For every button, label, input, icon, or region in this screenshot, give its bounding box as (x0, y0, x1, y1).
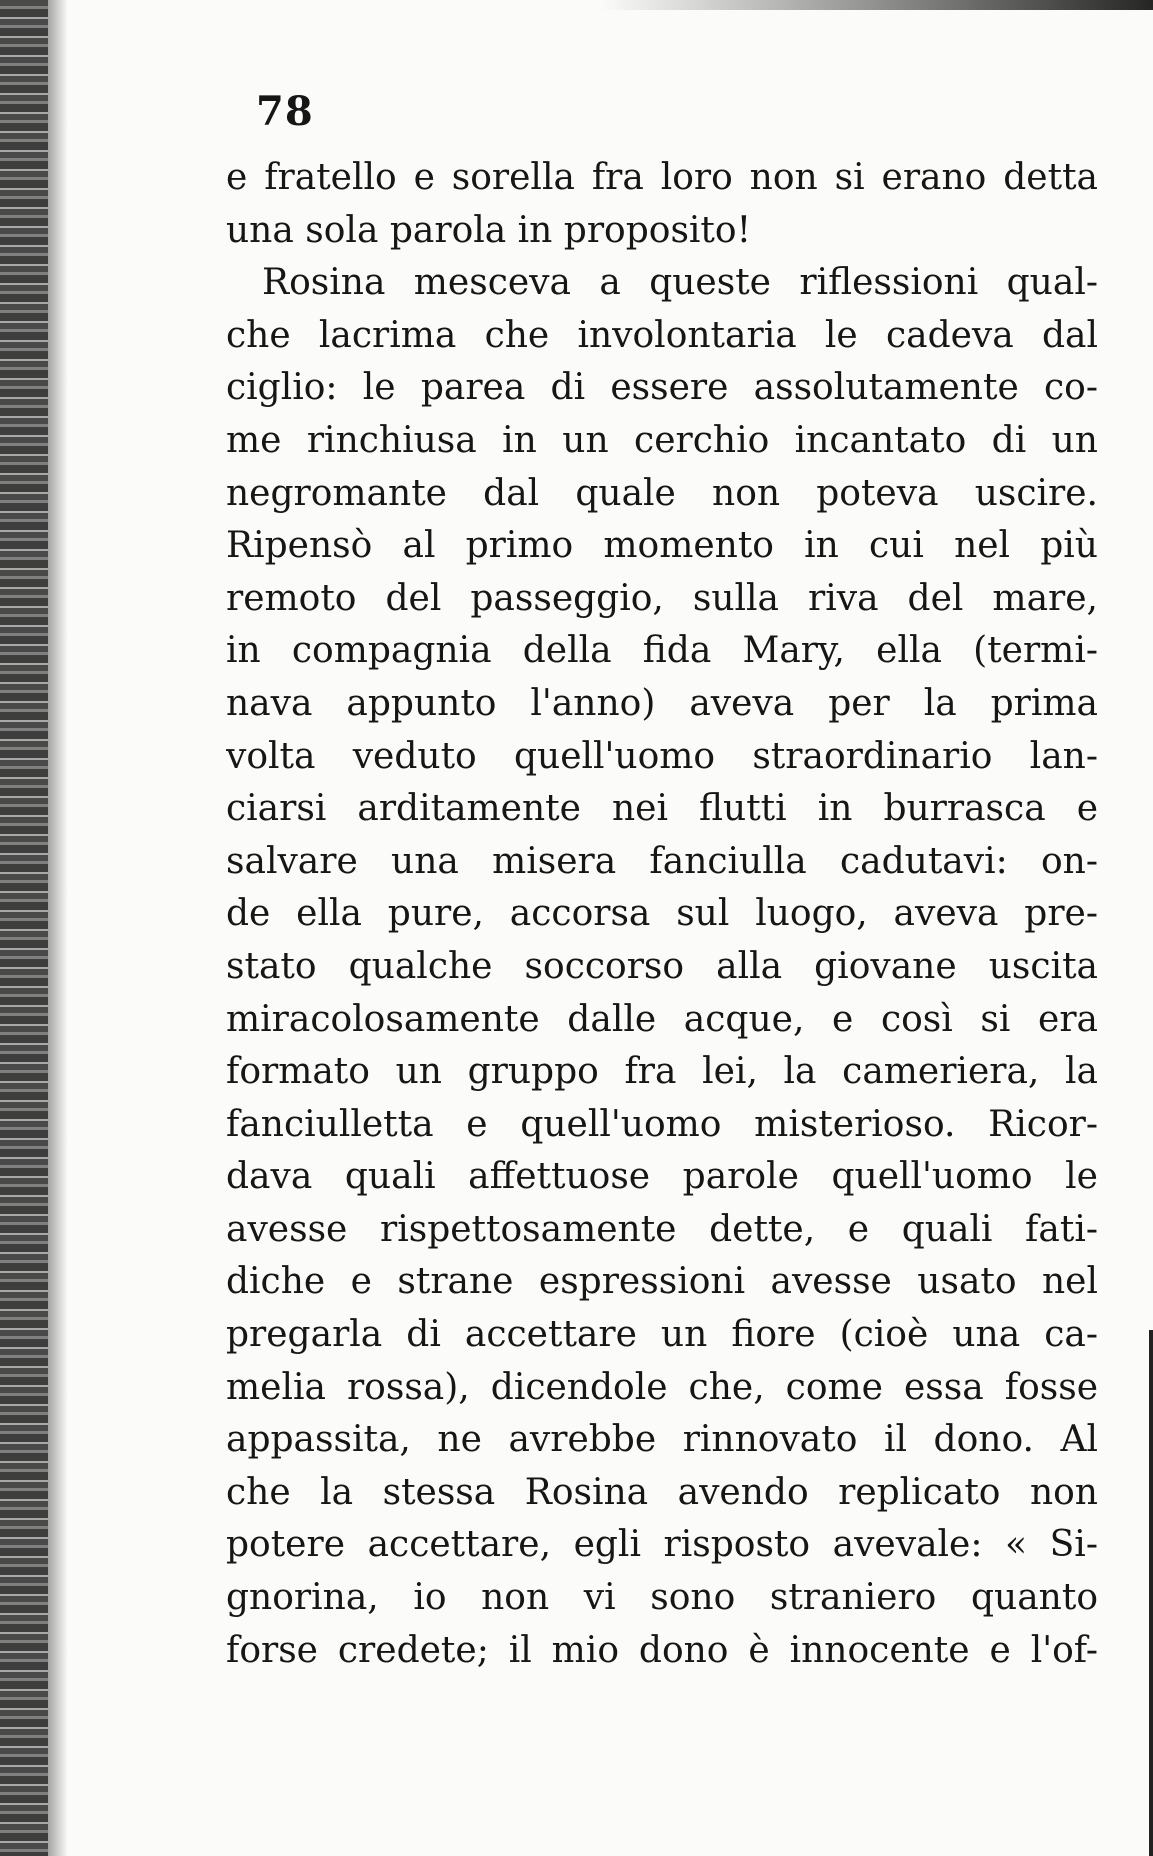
text-line: ciglio: le parea di essere assolutamente co- (226, 367, 1098, 409)
text-line: Ripensò al primo momento in cui nel più (226, 525, 1098, 567)
text-line: una sola parola in proposito! (226, 209, 752, 251)
text-line: in compagnia della fida Mary, ella (termi- (226, 630, 1098, 672)
text-line: fanciulletta e quell'uomo misterioso. Ricor- (226, 1103, 1098, 1145)
text-line: miracolosamente dalle acque, e così si era (226, 998, 1098, 1040)
page-number: 78 (256, 88, 314, 135)
body-text (226, 152, 1098, 1677)
text-line: ciarsi arditamente nei flutti in burrasca e (226, 788, 1098, 830)
text-line: Rosina mesceva a queste riflessioni qual- (262, 262, 1098, 304)
text-line: salvare una misera fanciulla cadutavi: on- (226, 840, 1098, 882)
text-line: appassita, ne avrebbe rinnovato il dono. Al (226, 1419, 1098, 1461)
text-line: potere accettare, egli risposto avevale: « Si- (226, 1524, 1098, 1566)
text-line: de ella pure, accorsa sul luogo, aveva pre- (226, 893, 1098, 935)
text-line: gnorina, io non vi sono straniero quanto (226, 1577, 1098, 1619)
text-line: nava appunto l'anno) aveva per la prima (226, 682, 1098, 724)
book-binding-edge (0, 0, 48, 1856)
text-line: e fratello e sorella fra loro non si erano detta (226, 157, 1098, 198)
text-line: remoto del passeggio, sulla riva del mare, (226, 577, 1098, 619)
text-line: me rinchiusa in un cerchio incantato di un (226, 419, 1098, 461)
text-line: formato un gruppo fra lei, la cameriera, la (226, 1051, 1098, 1093)
text-line: diche e strane espressioni avesse usato nel (226, 1261, 1098, 1303)
text-line: che la stessa Rosina avendo replicato non (226, 1471, 1098, 1513)
text-line: negromante dal quale non poteva uscire. (226, 472, 1098, 514)
text-line: che lacrima che involontaria le cadeva dal (226, 314, 1098, 356)
scan-right-edge (1149, 1330, 1153, 1856)
text-line: stato qualche soccorso alla giovane uscita (226, 945, 1098, 987)
scan-top-shadow (600, 0, 1153, 10)
text-line: pregarla di accettare un fiore (cioè una ca- (226, 1314, 1098, 1356)
binding-shadow (48, 0, 68, 1856)
text-line: forse credete; il mio dono è innocente e l'of- (226, 1629, 1098, 1671)
text-line: melia rossa), dicendole che, come essa fosse (226, 1366, 1098, 1408)
text-line: volta veduto quell'uomo straordinario lan- (226, 735, 1098, 777)
text-line: dava quali affettuose parole quell'uomo le (226, 1156, 1098, 1198)
text-line: avesse rispettosamente dette, e quali fati- (226, 1208, 1098, 1250)
